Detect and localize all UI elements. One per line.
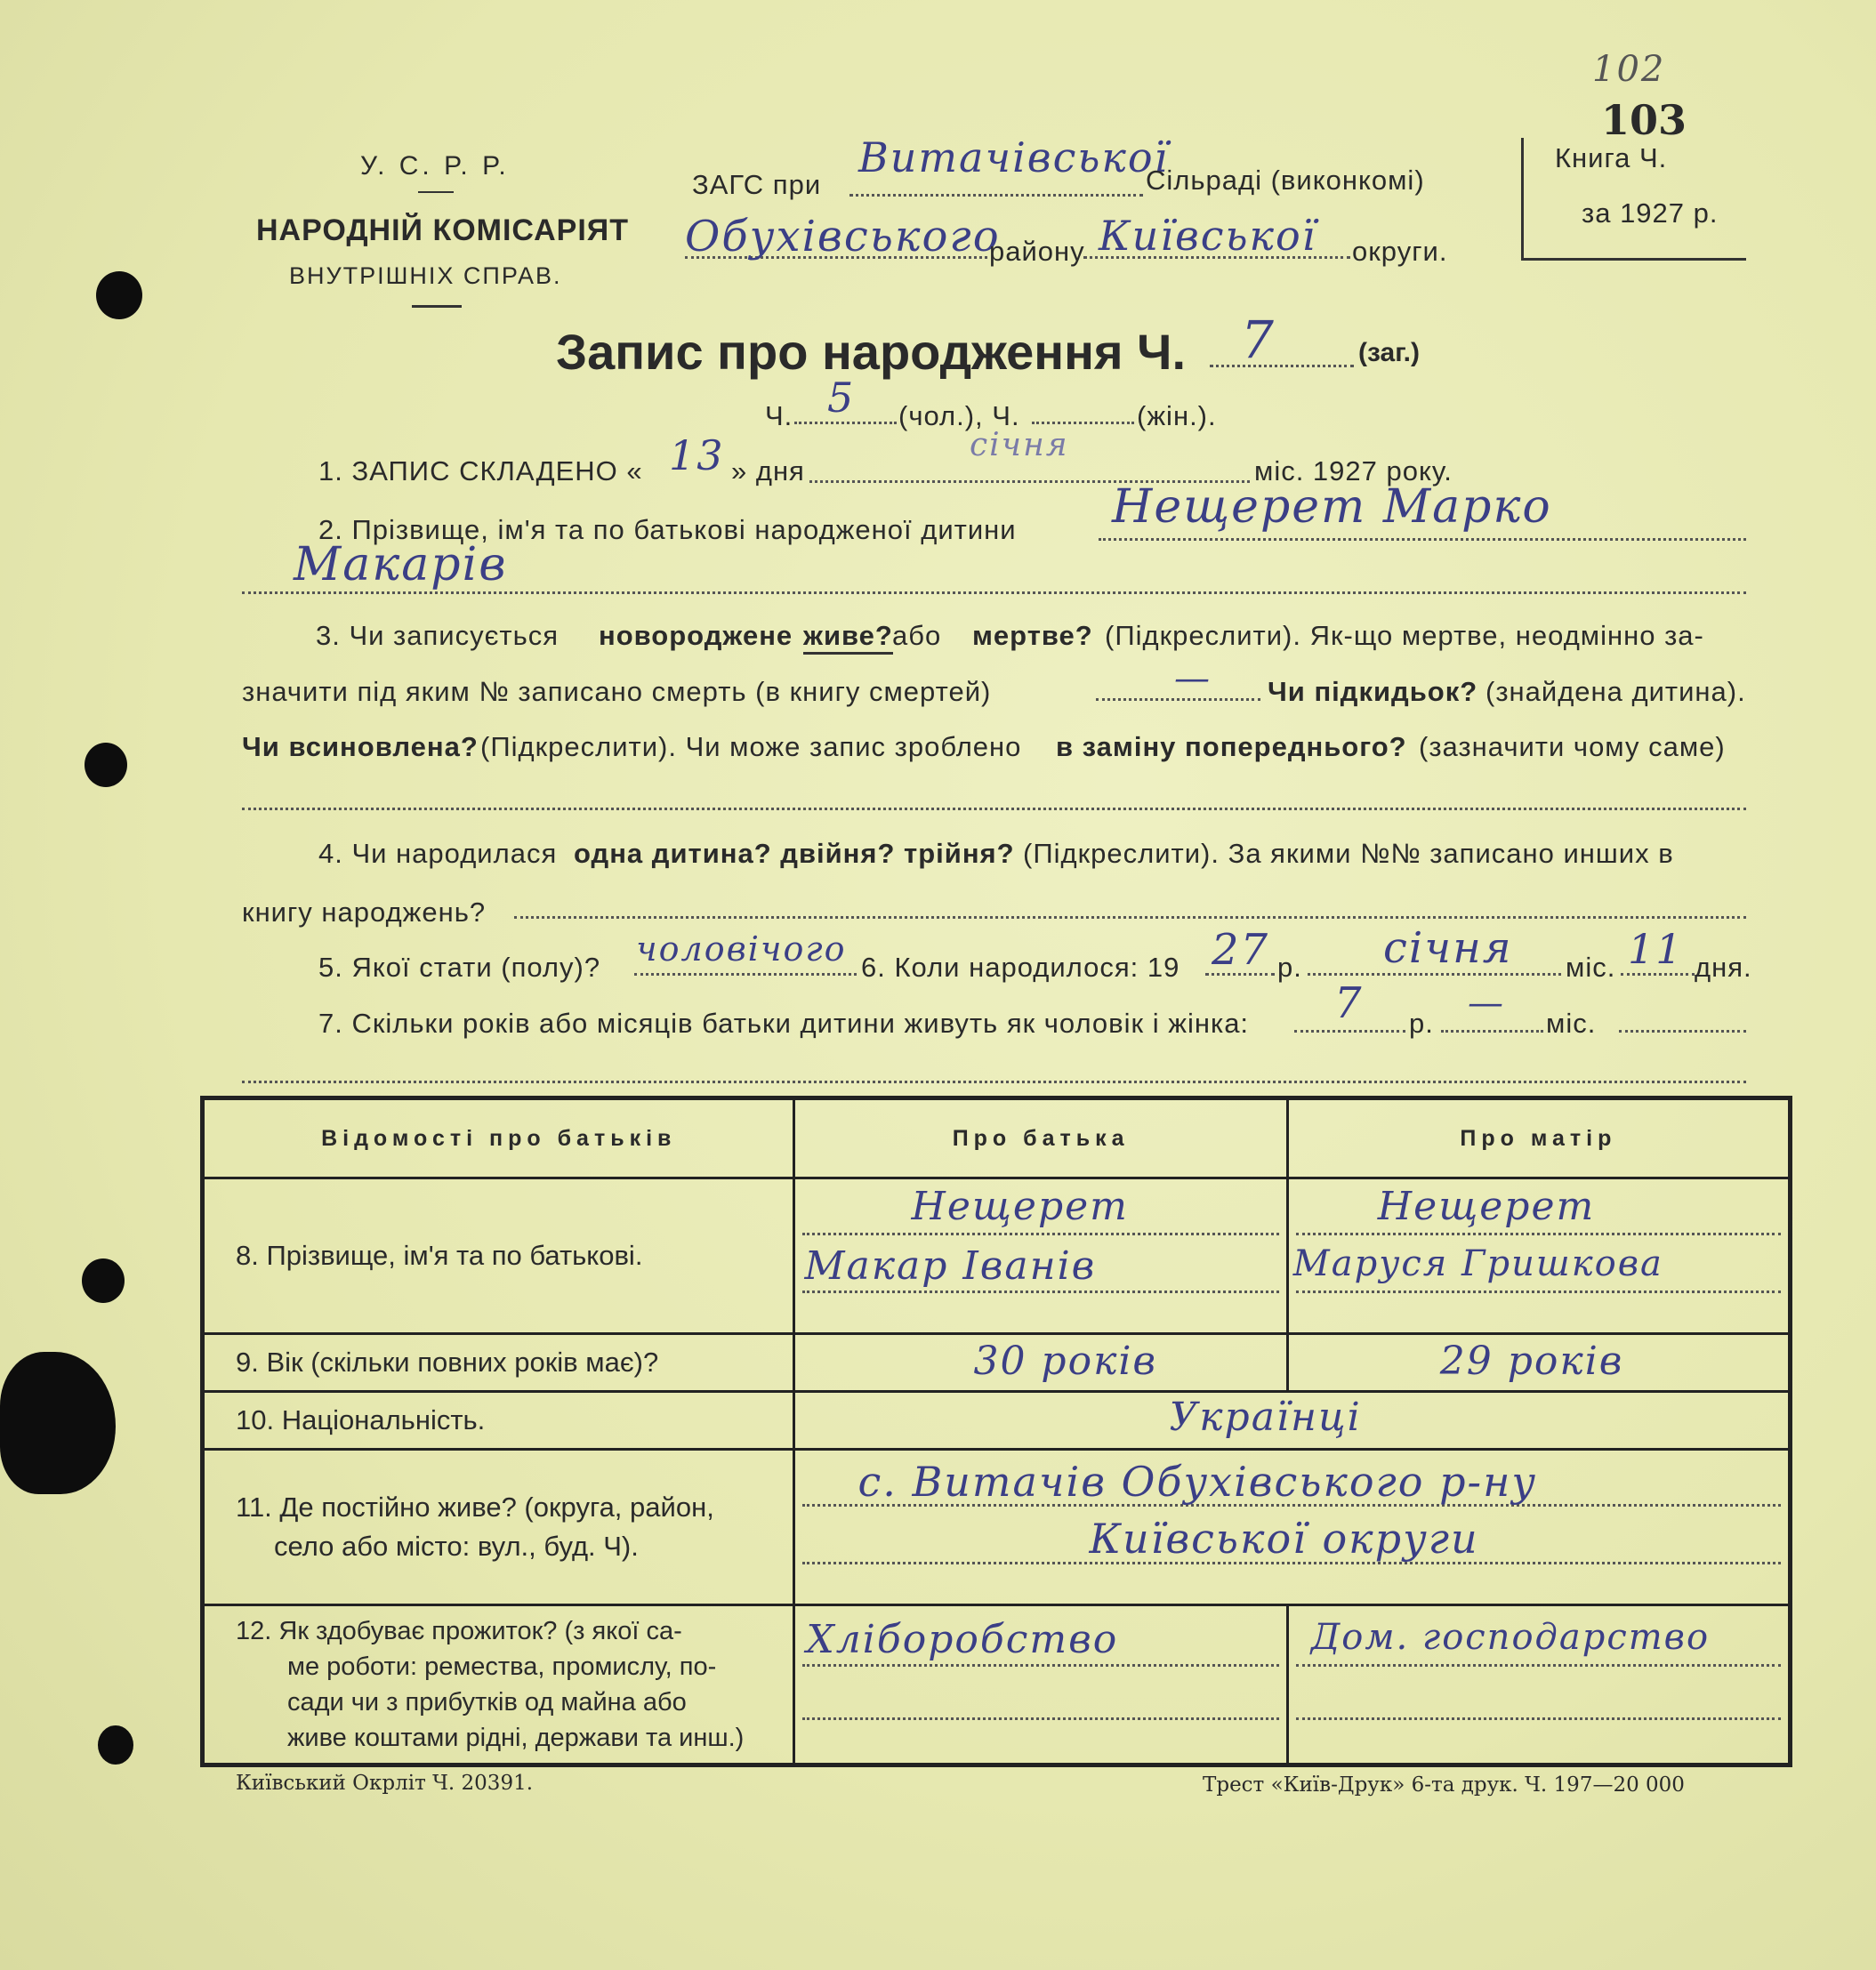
residence-line2-handwritten: Київської округи [1089, 1515, 1479, 1563]
father-surname-handwritten: Нещерет [911, 1184, 1129, 1229]
item1-suffix: міс. 1927 року. [1254, 455, 1453, 486]
zags-prefix: ЗАГС при [692, 169, 822, 200]
item1-month-handwritten: січня [970, 427, 1069, 463]
item7-months-line [1441, 1030, 1543, 1033]
okrug-label: округи. [1352, 236, 1448, 267]
internal-affairs-label: ВНУТРІШНІХ СПРАВ. [289, 262, 562, 289]
cell-line [802, 1291, 1278, 1293]
female-line [1032, 422, 1134, 424]
mother-occupation-handwritten: Дом. господарство [1310, 1617, 1711, 1658]
cell-line [1296, 1291, 1781, 1293]
item4-a: 4. Чи народилася [318, 838, 558, 869]
item3-dead: мертве? [972, 620, 1093, 651]
mother-name-handwritten: Маруся Гришкова [1292, 1243, 1663, 1284]
col-header-mother: Про матір [1287, 1098, 1790, 1178]
council-label: Сільраді (виконкомі) [1146, 165, 1425, 196]
item2-line1 [1099, 538, 1746, 541]
item3-i: (знайдена дитина). [1486, 676, 1746, 707]
cell-line [802, 1233, 1278, 1235]
row12-label [203, 1605, 794, 1765]
cell-line [1296, 1233, 1781, 1235]
item1-day-handwritten: 13 [669, 431, 725, 479]
child-name-handwritten: Нещерет Марко [1112, 480, 1552, 534]
record-number-line [1210, 365, 1354, 367]
item3-a: 3. Чи записується [316, 620, 560, 651]
table-row-residence [203, 1450, 1791, 1605]
item5-line [634, 973, 857, 976]
child-patronymic-handwritten: Макарів [294, 538, 508, 591]
item3-adopted: Чи всиновлена? [242, 731, 479, 762]
zags-village-handwritten: Витачівської [858, 133, 1170, 181]
row9-label: 9. Вік (скільки повних років має)? [203, 1334, 794, 1392]
mother-age-cell [1287, 1334, 1790, 1392]
item3-dash-handwritten: — [1174, 658, 1212, 699]
row10-label: 10. Національність. [203, 1392, 794, 1450]
residence-cell [794, 1450, 1791, 1605]
item4-line [514, 916, 1746, 919]
row11-label [203, 1450, 794, 1605]
birth-month-handwritten: січня [1383, 923, 1513, 973]
item7-line2 [242, 1081, 1746, 1083]
birth-year-handwritten: 27 [1212, 925, 1270, 975]
divider [412, 305, 462, 308]
commissariat-title: НАРОДНІЙ КОМІСАРІЯТ [256, 213, 629, 247]
years-together-handwritten: 7 [1334, 978, 1364, 1028]
nationality-handwritten: Українці [1169, 1395, 1362, 1440]
paper-damage [0, 1352, 116, 1494]
item7-years-line [1294, 1030, 1405, 1033]
book-number: 103 [1601, 96, 1687, 144]
cell-line [1296, 1717, 1781, 1720]
item7-r: р. [1409, 1008, 1434, 1039]
book-year: за 1927 р. [1582, 197, 1719, 229]
punch-hole [96, 271, 142, 319]
row12-label-line3: сади чи з прибутків од майна або [287, 1688, 687, 1717]
cell-line [802, 1717, 1278, 1720]
table-row-nationality [203, 1392, 1791, 1450]
row12-label-line1: 12. Як здобуває прожиток? (з якої са- [236, 1617, 682, 1645]
item7-end-line [1619, 1030, 1746, 1033]
item3-f: (Підкреслити). Як-що мертве, неодмінно за- [1105, 620, 1704, 651]
footer-left: Київський Окрліт Ч. 20391. [236, 1772, 534, 1795]
item6-day-line [1621, 973, 1695, 976]
row12-label-line2: ме роботи: ремества, промислу, по- [287, 1652, 717, 1681]
item2-label: 2. Прізвище, ім'я та по батькові народженої дитини [318, 514, 1017, 545]
footer-right: Трест «Київ-Друк» 6-та друк. Ч. 197—20 000 [1203, 1773, 1685, 1797]
birth-day-handwritten: 11 [1628, 925, 1684, 973]
row11-label-line2: село або місто: вул., буд. Ч). [274, 1531, 639, 1562]
item5-label: 5. Якої стати (полу)? [318, 952, 601, 983]
row8-label: 8. Прізвище, ім'я та по батькові. [203, 1178, 794, 1334]
item6-month-line [1308, 973, 1561, 976]
mother-surname-handwritten: Нещерет [1377, 1184, 1596, 1229]
item4-d: книгу народжень? [242, 897, 487, 928]
district-label: району [989, 236, 1085, 267]
col-header-info: Відомості про батьків [203, 1098, 794, 1178]
male-prefix: Ч. [765, 400, 793, 431]
table-row-occupation [203, 1605, 1791, 1765]
residence-line1-handwritten: с. Витачів Обухівського р-ну [857, 1458, 1538, 1506]
item3-k: (Підкреслити). Чи може запис зроблено [480, 731, 1022, 762]
male-line [794, 422, 897, 424]
nationality-cell [794, 1392, 1791, 1450]
row12-label-line4: живе коштами рідні, держави та инш.) [287, 1724, 745, 1752]
item3-alive-underlined: живе? [803, 620, 893, 655]
punch-hole [98, 1725, 133, 1765]
father-name-handwritten: Макар Іванів [804, 1243, 1097, 1289]
item3-replacement: в заміну попереднього? [1056, 731, 1407, 762]
district-handwritten: Обухівського [685, 212, 1001, 261]
table-row-name [203, 1178, 1791, 1334]
parents-table [200, 1096, 1792, 1767]
record-suffix: (заг.) [1358, 338, 1421, 367]
okrug-handwritten: Київської [1099, 212, 1317, 260]
cell-line [1296, 1664, 1781, 1667]
divider [418, 191, 454, 193]
row11-label-line1: 11. Де постійно живе? (округа, район, [236, 1492, 714, 1523]
item1-mid: » дня [731, 455, 805, 486]
female-label: (жін.). [1137, 400, 1217, 431]
cell-line [802, 1664, 1278, 1667]
item4-c: (Підкреслити). За якими №№ записано инших в [1023, 838, 1674, 869]
mother-age-handwritten: 29 років [1439, 1339, 1624, 1384]
item6-r: р. [1277, 952, 1302, 983]
father-age-cell [794, 1334, 1287, 1392]
item7-label: 7. Скільки років або місяців батьки дитини живуть як чоловік і жінка: [318, 1008, 1250, 1039]
item3-foundling: Чи підкидьок? [1268, 676, 1478, 707]
col-header-father: Про батька [794, 1098, 1287, 1178]
item6-label: 6. Коли народилося: 19 [861, 952, 1180, 983]
item3-line [242, 808, 1746, 810]
item3-or: або [892, 620, 942, 651]
mother-name-cell [1287, 1178, 1790, 1334]
item3-m: (зазначити чому саме) [1419, 731, 1726, 762]
male-label: (чол.), Ч. [898, 400, 1020, 431]
zags-line [849, 194, 1143, 197]
father-occupation-handwritten: Хліборобство [806, 1617, 1119, 1662]
male-count-handwritten: 5 [827, 374, 856, 422]
record-title: Запис про народження Ч. [556, 324, 1187, 380]
item6-mis: міс. [1566, 952, 1616, 983]
ussr-label: У. С. Р. Р. [360, 151, 510, 181]
mother-occupation-cell [1287, 1605, 1790, 1765]
months-together-handwritten: — [1468, 983, 1505, 1024]
father-name-cell [794, 1178, 1287, 1334]
punch-hole [82, 1258, 125, 1303]
item7-mis: міс. [1546, 1008, 1597, 1039]
item3-g: значити під яким № записано смерть (в книгу смертей) [242, 676, 992, 707]
item1-prefix: 1. ЗАПИС СКЛАДЕНО « [318, 455, 643, 486]
record-number-handwritten: 7 [1241, 310, 1276, 370]
item6-dnia: дня. [1695, 952, 1752, 983]
item2-line2 [242, 591, 1746, 594]
item3-newborn: новороджене [599, 620, 793, 651]
punch-hole [85, 743, 127, 787]
table-header-row [203, 1098, 1791, 1178]
archive-number: 102 [1592, 49, 1666, 90]
father-occupation-cell [794, 1605, 1287, 1765]
item4-options: одна дитина? двійня? трійня? [574, 838, 1015, 869]
book-label: Книга Ч. [1555, 142, 1668, 173]
father-age-handwritten: 30 років [973, 1339, 1158, 1384]
sex-handwritten: чоловічого [636, 929, 847, 969]
table-row-age [203, 1334, 1791, 1392]
